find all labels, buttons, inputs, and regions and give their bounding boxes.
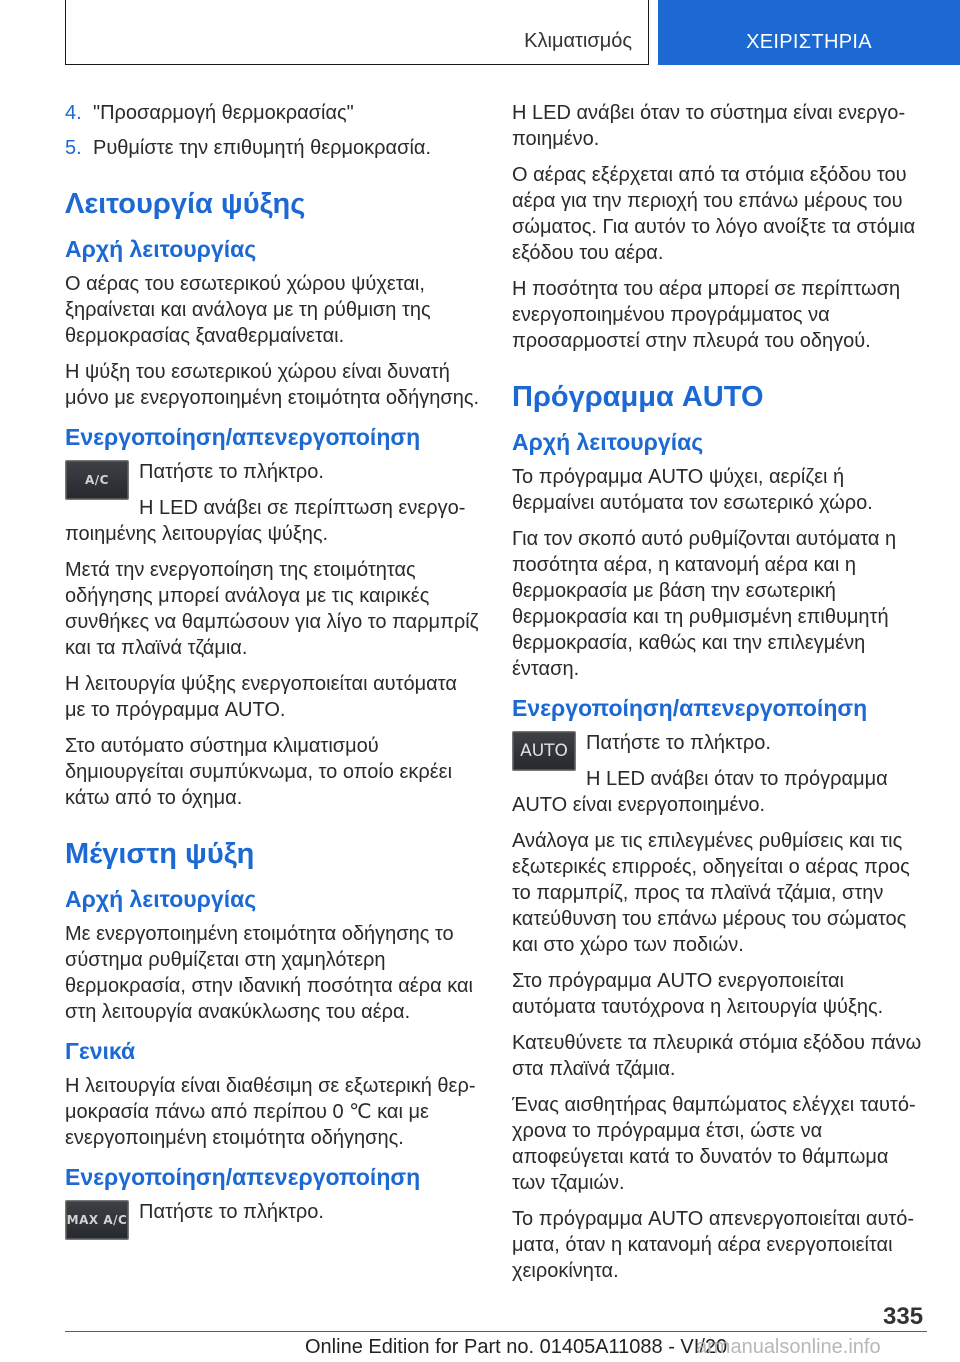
auto-button-instruction [512,730,927,828]
paragraph: Πατήστε το πλήκτρο. [139,1201,324,1223]
list-item [65,135,480,161]
paragraph: Η λειτουργία είναι διαθέσιμη σε εξωτερική θερμοκρασία πάνω από περίπου 0 ℃ και με ενεργοποιημένη ετοιμότητα οδήγησης. [65,1075,476,1149]
header-section-title: Κλιματισμός [524,30,632,52]
footer-edition: Online Edition for Part no. 01405A11088 - VI/20 [305,1336,728,1358]
footer-watermark: armanualsonline.info [696,1336,881,1358]
paragraph: Μετά την ενεργοποίηση της ετοιμότητας οδήγησης μπορεί ανάλογα με τις καιρικές συνθήκες να θαμπώσουν για λίγο το παρμπρίζ και τα πλαϊνά τζάμια. [65,559,479,659]
heading-max-principle: Αρχή λειτουργίας [65,886,257,912]
heading-auto-program: Πρόγραμμα AUTO [512,381,764,413]
auto-button-icon: AUTO [512,731,576,771]
paragraph: Στο αυτόματο σύστημα κλιματισμού δημιουργείται συμπύκνωμα, το οποίο εκρέει κάτω από το όχημα. [65,735,453,809]
max-ac-button-icon: MAX A/C [65,1200,129,1240]
step-number: 5. [65,137,82,159]
paragraph: Πατήστε το πλήκτρο. [586,732,771,754]
max-ac-button-instruction [65,1199,480,1253]
right-column [512,100,927,1294]
paragraph: Ο αέρας εξέρχεται από τα στόμια εξόδου του αέρα για την περιοχή του επάνω μέρους του σώματος. Για αυτόν το λόγο ανοίξτε τα στόμια εξόδου του αέρα. [512,164,916,264]
header-section-box [65,0,649,65]
paragraph: Πατήστε το πλήκτρο. [139,461,324,483]
paragraph: Ο αέρας του εσωτερικού χώρου ψύχεται, ξηραίνεται και ανάλογα με τη ρύθμιση της θερμοκρασίας ξαναθερμαίνεται. [65,273,431,347]
paragraph: Η LED ανάβει όταν το πρόγραμμα AUTO είναι ενεργοποιημένο. [512,768,888,816]
step-text: Ρυθμίστε την επιθυμητή θερμοκρασία. [93,137,432,159]
page-number: 335 [883,1303,924,1330]
heading-cooling: Λειτουργία ψύξης [65,188,306,220]
paragraph: Η LED ανάβει σε περίπτωση ενεργοποιημένης λειτουργίας ψύξης. [65,497,466,545]
paragraph: Η LED ανάβει όταν το σύστημα είναι ενεργοποιημένο. [512,102,906,150]
paragraph: Με ενεργοποιημένη ετοιμότητα οδήγησης το σύστημα ρυθμίζεται στη χαμηλότερη θερμοκρασία, στην ιδανική ποσότητα αέρα και στη λειτουργία ανακύκλωσης του αέρα. [65,923,473,1023]
paragraph: Στο πρόγραμμα AUTO ενεργοποιείται αυτόματα ταυτόχρονα η λειτουργία ψύξης. [512,970,884,1018]
heading-cooling-toggle: Ενεργοποίηση/απενεργοποίηση [65,424,421,450]
list-item [65,100,480,126]
heading-auto-principle: Αρχή λειτουργίας [512,429,704,455]
paragraph: Κατευθύνετε τα πλευρικά στόμια εξόδου πάνω στα πλαϊνά τζάμια. [512,1032,922,1080]
paragraph: Η ψύξη του εσωτερικού χώρου είναι δυνατή μόνο με ενεργοποιημένη ετοιμότητα οδήγησης. [65,361,480,409]
step-text: "Προσαρμογή θερμοκρασίας" [93,102,354,124]
paragraph: Ένας αισθητήρας θαμπώματος ελέγχει ταυτόχρονα το πρόγραμμα έτσι, ώστε να αποφεύγεται κατά το δυνατόν το θάμπωμα των τζαμιών. [512,1094,916,1194]
step-number: 4. [65,102,82,124]
heading-auto-toggle: Ενεργοποίηση/απενεργοποίηση [512,695,868,721]
ac-button-icon: A/C [65,460,129,500]
paragraph: Το πρόγραμμα AUTO απενεργοποιείται αυτόματα, όταν η κατανομή αέρα ενεργοποιείται χειροκίνητα. [512,1208,915,1282]
left-column [65,100,480,1253]
paragraph: Ανάλογα με τις επιλεγμένες ρυθμίσεις και τις εξωτερικές επιρροές, οδηγείται ο αέρας προς το παρμπρίζ, προς τα πλαϊνά τζάμια, στην κατεύθυνση του επάνω μέρους του σώματος και στο χώρο των ποδιών. [512,830,910,956]
paragraph: Η ποσότητα του αέρα μπορεί σε περίπτωση ενεργοποιημένου προγράμματος να προσαρμοστεί στην πλευρά του οδηγού. [512,278,901,352]
ac-button-instruction [65,459,480,557]
heading-max-general: Γενικά [65,1038,136,1064]
paragraph: Το πρόγραμμα AUTO ψύχει, αερίζει ή θερμαίνει αυτόματα τον εσωτερικό χώρο. [512,466,873,514]
heading-cooling-principle: Αρχή λειτουργίας [65,236,257,262]
paragraph: Για τον σκοπό αυτό ρυθμίζονται αυτόματα η ποσότητα αέρα, η κατανομή αέρα και η θερμοκρασία με βάση την εσωτερική θερμοκρασία και τη ρυθμισμένη επιθυμητή θερμοκρασία, καθώς και την επιλεγμένη ένταση. [512,528,897,680]
footer-divider [65,1331,927,1332]
heading-max-toggle: Ενεργοποίηση/απενεργοποίηση [65,1164,421,1190]
paragraph: Η λειτουργία ψύξης ενεργοποιείται αυτόματα με το πρόγραμμα AUTO. [65,673,457,721]
header-chapter-tab: ΧΕΙΡΙΣΤΗΡΙΑ [658,0,960,65]
heading-max-cooling: Μέγιστη ψύξη [65,838,255,870]
